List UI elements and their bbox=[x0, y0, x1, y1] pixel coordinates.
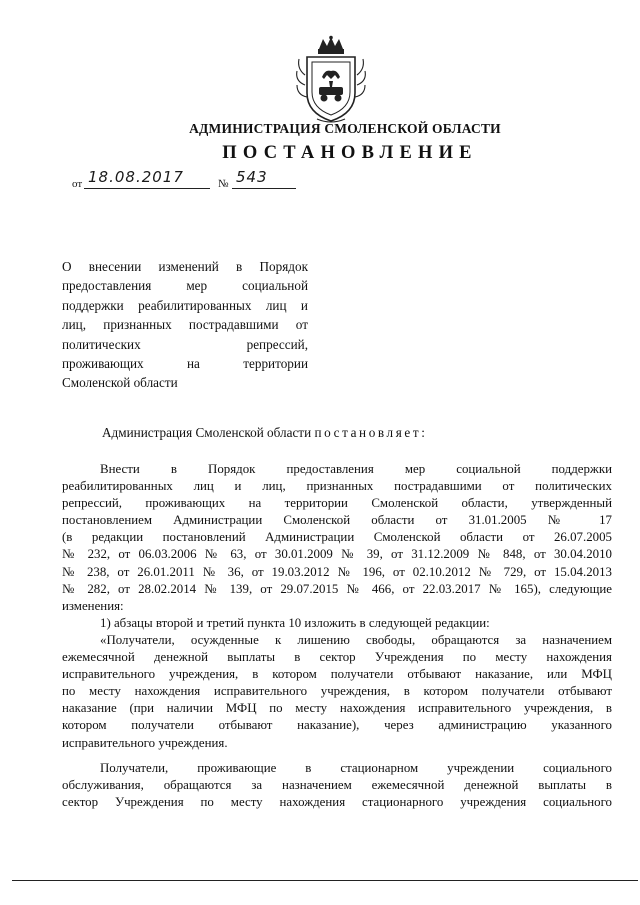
body-line: ежемесячной денежной выплаты в сектор Учреждения по месту нахождения bbox=[62, 650, 612, 665]
date-label: от bbox=[72, 178, 83, 190]
date-number-line bbox=[72, 170, 302, 192]
preamble-text: Администрация Смоленской области bbox=[102, 425, 315, 440]
body-line: по месту нахождения исправительного учреждения, в котором получатели отбывают bbox=[62, 684, 612, 699]
document-type-title: ПОСТАНОВЛЕНИЕ bbox=[222, 143, 478, 163]
body-line: № 232, от 06.03.2006 № 63, от 30.01.2009 № 39, от 31.12.2009 № 848, от 30.04.2010 bbox=[62, 547, 612, 562]
subject-line: проживающих на территории bbox=[62, 356, 308, 372]
page-bottom-rule bbox=[12, 880, 638, 881]
body-line: сектор Учреждения по месту нахождения стационарного учреждения социального bbox=[62, 794, 612, 809]
body-line: обслуживания, обращаются за назначением ежемесячной денежной выплаты в bbox=[62, 777, 612, 792]
preamble bbox=[102, 425, 427, 441]
date-value: 18.08.2017 bbox=[88, 168, 184, 186]
body-line: исправительного учреждения. bbox=[62, 735, 228, 750]
paragraph-gap bbox=[62, 752, 612, 760]
body-line: котором получатели отбывают наказание), через администрацию указанного bbox=[62, 718, 612, 733]
body-line: реабилитированных лиц и лиц, признанных пострадавшими от политических bbox=[62, 479, 612, 494]
body-line: изменения: bbox=[62, 598, 124, 613]
preamble-resolves: постановляет: bbox=[314, 425, 428, 440]
body-line: Внести в Порядок предоставления мер социальной поддержки bbox=[100, 462, 612, 476]
body-line: наказание (при наличии МФЦ по месту нахождения исправительного учреждения, в bbox=[62, 701, 612, 716]
subject-line: поддержки реабилитированных лиц и bbox=[62, 297, 308, 313]
body-line: № 238, от 26.01.2011 № 36, от 19.03.2012 № 196, от 02.10.2012 № 729, от 15.04.2013 bbox=[62, 564, 612, 579]
body-line: № 282, от 28.02.2014 № 139, от 29.07.2015 № 466, от 22.03.2017 № 165), следующие bbox=[62, 581, 612, 596]
body-line: репрессий, проживающих на территории Смоленской области, утвержденный bbox=[62, 496, 612, 511]
subject-line: Смоленской области bbox=[62, 375, 178, 391]
date-underline bbox=[84, 188, 210, 189]
body-line: постановлением Администрации Смоленской области от 31.01.2005 № 17 bbox=[62, 513, 612, 528]
number-label: № bbox=[218, 178, 229, 190]
coat-of-arms-emblem bbox=[295, 35, 367, 125]
issuing-authority: АДМИНИСТРАЦИЯ СМОЛЕНСКОЙ ОБЛАСТИ bbox=[189, 121, 501, 136]
document-body bbox=[62, 461, 612, 811]
subject-line: О внесении изменений в Порядок bbox=[62, 259, 308, 274]
number-value: 543 bbox=[236, 168, 268, 186]
number-underline bbox=[232, 188, 296, 189]
body-line: (в редакции постановлений Администрации Смоленской области от 26.07.2005 bbox=[62, 530, 612, 545]
body-line: Получатели, проживающие в стационарном учреждении социального bbox=[100, 760, 612, 775]
subject-line: политических репрессий, bbox=[62, 336, 308, 352]
subject-line: лиц, признанных пострадавшими от bbox=[62, 317, 308, 333]
body-line: 1) абзацы второй и третий пункта 10 изложить в следующей редакции: bbox=[100, 615, 490, 630]
subject-line: предоставления мер социальной bbox=[62, 278, 308, 294]
body-line: «Получатели, осужденные к лишению свободы, обращаются за назначением bbox=[100, 632, 612, 647]
document-subject bbox=[62, 257, 308, 393]
body-line: исправительного учреждения, в котором получатели отбывают наказание, или МФЦ bbox=[62, 667, 612, 682]
